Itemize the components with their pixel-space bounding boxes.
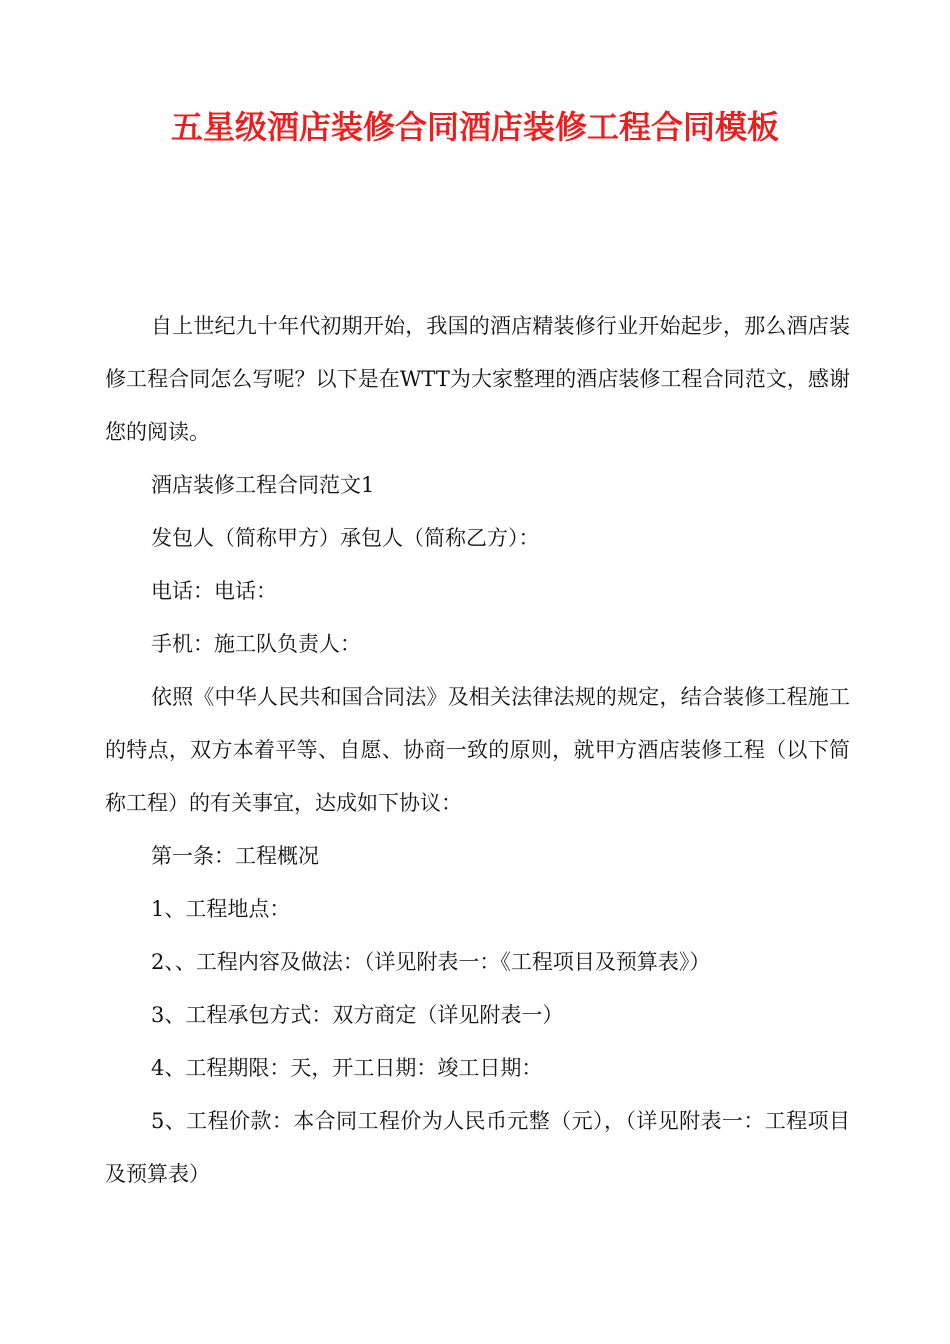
sample-heading: 酒店装修工程合同范文1 <box>151 473 375 497</box>
article-one-heading: 第一条：工程概况 <box>151 844 319 868</box>
parties-line: 发包人（简称甲方）承包人（简称乙方）： <box>151 526 540 550</box>
mobile-line: 手机：施工队负责人： <box>151 632 361 656</box>
phone-line: 电话：电话： <box>151 579 277 603</box>
clause-item: 3、工程承包方式：双方商定（详见附表一） <box>151 1003 564 1027</box>
agreement-paragraph: 依照《中华人民共和国合同法》及相关法律法规的规定，结合装修工程施工的特点，双方本着平等、自愿、协商一致的原则，就甲方酒店装修工程（以下简称工程）的有关事宜，达成如下协议： <box>105 685 850 815</box>
clause-item: 2、、工程内容及做法：（详见附表一：《工程项目及预算表》） <box>151 950 711 974</box>
document-body <box>105 300 850 1201</box>
document-title: 五星级酒店装修合同酒店装修工程合同模板 <box>170 108 779 146</box>
clause-item: 1、工程地点： <box>151 897 291 921</box>
clause-item: 4、工程期限：天，开工日期：竣工日期： <box>151 1056 543 1080</box>
intro-paragraph: 自上世纪九十年代初期开始，我国的酒店精装修行业开始起步，那么酒店装修工程合同怎么写呢？以下是在WTT为大家整理的酒店装修工程合同范文，感谢您的阅读。 <box>105 314 850 444</box>
clause-item: 5、工程价款：本合同工程价为人民币元整（元），（详见附表一：工程项目及预算表） <box>105 1109 850 1186</box>
